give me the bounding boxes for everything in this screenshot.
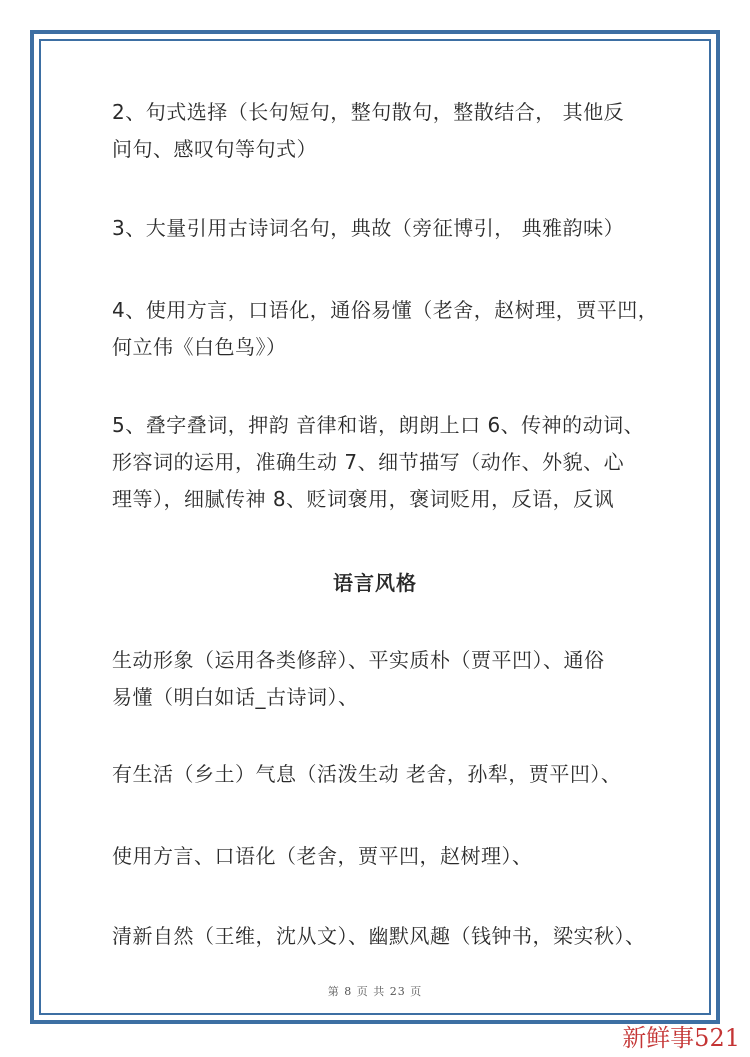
text-line: 有生活（乡土）气息（活泼生动 老舍，孙犁，贾平凹）、: [112, 762, 622, 786]
text-line: 何立伟《白色鸟》）: [112, 335, 287, 359]
paragraph-style-vivid: [112, 642, 652, 716]
paragraph-rhetoric-techniques: [112, 407, 652, 518]
text-line: 使用方言、口语化（老舍，贾平凹，赵树理）、: [112, 844, 533, 868]
text-line: 清新自然（王维，沈从文）、幽默风趣（钱钟书，梁实秋）、: [112, 924, 646, 948]
paragraph-style-rustic: [112, 756, 652, 793]
paragraph-dialect: [112, 292, 659, 366]
paragraph-style-dialect: [112, 838, 652, 875]
text-line: 生动形象（运用各类修辞）、平实质朴（贾平凹）、通俗: [112, 648, 605, 672]
section-heading: 语言风格: [333, 571, 417, 595]
watermark: 新鲜事521: [622, 1024, 740, 1052]
text-line: 问句、感叹句等句式）: [112, 137, 317, 161]
paragraph-style-fresh: [112, 918, 652, 955]
text-line: 形容词的运用，准确生动 7、细节描写（动作、外貌、心: [112, 450, 625, 474]
text-line: 理等），细腻传神 8、贬词褒用，褒词贬用，反语，反讽: [112, 487, 615, 511]
paragraph-classical-quotes: [112, 210, 652, 247]
text-line: 5、叠字叠词，押韵 音律和谐，朗朗上口 6、传神的动词、: [112, 413, 645, 437]
text-line: 2、句式选择（长句短句，整句散句，整散结合， 其他反: [112, 100, 625, 124]
paragraph-sentence-types: [112, 94, 652, 168]
page-number-footer: 第 8 页 共 23 页: [327, 985, 423, 998]
text-line: 易懂（明白如话_古诗词）、: [112, 685, 359, 709]
text-line: 3、大量引用古诗词名句，典故（旁征博引， 典雅韵味）: [112, 216, 625, 240]
text-line: 4、使用方言，口语化，通俗易懂（老舍，赵树理，贾平凹，: [112, 298, 659, 322]
